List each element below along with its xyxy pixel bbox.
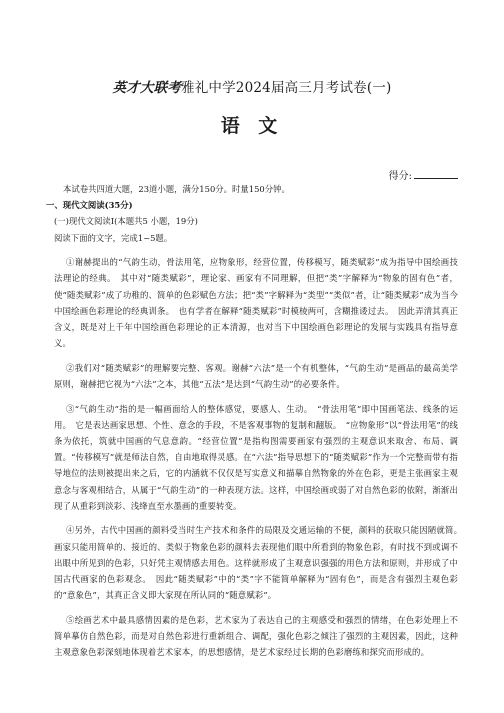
- exam-header: [0, 76, 504, 96]
- exam-body: [46, 181, 467, 669]
- reading-instruction: 阅读下面的文字，完成1~5题。: [54, 232, 173, 243]
- paragraph-5: ⑤绘画艺术中最具感情因素的是色彩，艺术家为了表达自己的主观感受和强烈的情绪，在色彩处理上不简单摹仿自然色彩，而是对自然色彩进行重新组合、调配，强化色彩之倾注了强烈的主观因素，因此，这种主观意象色彩深刻地体现着艺术家本，的思想感情，是艺术家经过长期的色彩磨练和探究而形成的。: [54, 614, 458, 658]
- paragraph-4: ④另外，古代中国画的颜料受当时生产技术和条件的局限及交通运输的不便，颜料的获取只能因陋就简。 画家只能用简单的、接近的、类似于物象色彩的颜料去表现他们眼中所看到的物象色彩，有时找不到或调不出眼中所见到的色彩，只好凭主观情感去用色。这样就形成了主观意识强强的用色方法和原则，并形成了中国古代画家的色彩观念。 因此“随类赋彩”中的“类”字不能简单解释为“固有色”，而是含有强烈主观色彩的“意象色”，其真正含义即大家现在所认同的“随意赋彩”。: [54, 525, 467, 601]
- subject-title: 语 文: [220, 115, 284, 137]
- paragraph-2: ②我们对“随类赋彩”的理解要完整、客观。谢赫“六法”是一个有机整体，“气韵生动”是画品的最高美学原则，谢赫把它视为“六法”之本，其他“五法”是达到“气韵生动”的必要条件。: [54, 362, 458, 390]
- paragraph-3: ③“气韵生动”指的是一幅画面给人的整体感觉，要感人、生动。 “骨法用笔”即中国画笔法、线条的运用。 它是表达画家思想、个性、意念的手段，不是客观事物的复制和翻版。 “应物象形”以“骨法用笔”的线条为依托，筑就中国画的气息意韵。“经营位置”是指构图需要画家有强烈的主观意识来取舍、布局、调置。“传移模写”就是师法自然，自由地取得灵感。在“六法”指导思想下的“随类赋彩”作为一个完整而带有指导地位的法则被提出来之后，它的内涵就不仅仅是写实意义和描摹自然物象的外在色彩，更是主张画家主观意念与客观相结合，从属于“气韵生动”的一种表现方法。这样，中国绘画或弱了对自然色彩的依附，渐渐出现了从重彩到淡彩、浅绛直至水墨画的重要转变。: [54, 403, 458, 511]
- score-blank[interactable]: [414, 169, 458, 179]
- section-title: 一、现代文阅读(35分): [46, 200, 133, 211]
- brand-logo-text: 英才大联考: [112, 80, 181, 96]
- score-field: [389, 167, 458, 182]
- score-label: 得分:: [388, 171, 412, 182]
- paragraph-1: ①谢赫提出的“气韵生动，骨法用笔，应物象形，经营位置，传移模写，随类赋彩”成为指导中国绘画技法理论的经典。 其中对“随类赋彩”，理论家、画家有不同理解，但把“类”字解释为“物象的固有色”者，使“随类赋彩”成了功稚的、简单的色彩赋色方法；把“类”字解释为“类型”“类似”者，让“随类赋彩”成为当今中国绘画色彩理论的经典训条。 也有学者在解释“随类赋彩”时模棱两可，含糊推诿过去。 因此弄清其真正含义，既是对上千年中国绘画色彩理论的正本清源，也对当下中国绘画色彩理论的发展与实践具有指导意义。: [54, 257, 458, 349]
- exam-title: 雅礼中学2024届高三月考试卷(一): [181, 80, 392, 96]
- subsection-title: (一)现代文阅读Ⅰ(本题共5 小题，19分): [54, 216, 198, 227]
- exam-intro: 本试卷共四道大题，23道小题，满分150分。时量150分钟。: [63, 184, 290, 194]
